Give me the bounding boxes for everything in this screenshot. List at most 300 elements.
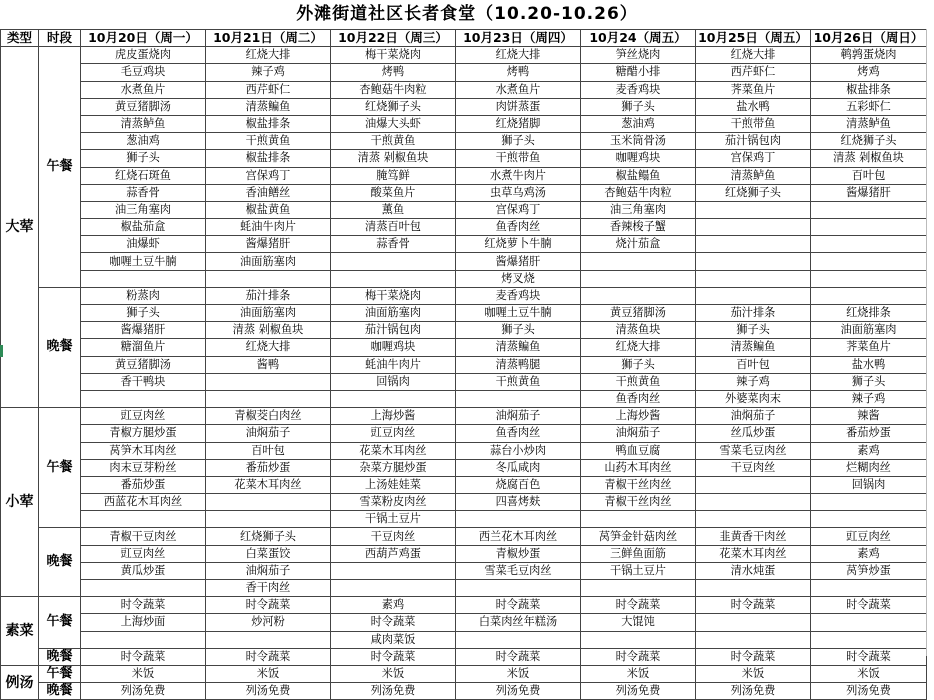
dish-cell bbox=[331, 390, 456, 407]
dish-cell: 杂菜方腿炒蛋 bbox=[331, 459, 456, 476]
dish-cell: 油焖茄子 bbox=[456, 408, 581, 425]
menu-row bbox=[1, 631, 927, 648]
dish-cell: 椒盐茄盒 bbox=[81, 219, 206, 236]
menu-row bbox=[1, 81, 927, 98]
dish-cell: 酱鸭 bbox=[206, 356, 331, 373]
dish-cell: 杏鲍菇牛肉粒 bbox=[331, 81, 456, 98]
dish-cell: 红烧猪脚 bbox=[456, 115, 581, 132]
dish-cell: 素鸡 bbox=[811, 442, 927, 459]
dish-cell bbox=[581, 287, 696, 304]
dish-cell: 番茄炒蛋 bbox=[206, 459, 331, 476]
dish-cell bbox=[696, 236, 811, 253]
dish-cell: 米饭 bbox=[696, 665, 811, 682]
menu-row bbox=[1, 201, 927, 218]
dish-cell: 腌笃鲜 bbox=[331, 167, 456, 184]
dish-cell: 豇豆肉丝 bbox=[811, 528, 927, 545]
dish-cell: 荠菜鱼片 bbox=[811, 339, 927, 356]
column-gridline bbox=[926, 29, 934, 656]
dish-cell: 酸菜鱼片 bbox=[331, 184, 456, 201]
dish-cell: 肉末豆芽粉丝 bbox=[81, 459, 206, 476]
dish-cell: 狮子头 bbox=[456, 322, 581, 339]
dish-cell bbox=[81, 631, 206, 648]
dish-cell: 狮子头 bbox=[581, 98, 696, 115]
dish-cell: 水煮鱼片 bbox=[456, 81, 581, 98]
dish-cell: 蒜香骨 bbox=[331, 236, 456, 253]
dish-cell: 葱油鸡 bbox=[81, 133, 206, 150]
dish-cell: 时令蔬菜 bbox=[456, 597, 581, 614]
dish-cell: 花菜木耳肉丝 bbox=[206, 476, 331, 493]
dish-cell: 干煎黄鱼 bbox=[456, 373, 581, 390]
meal-period-cell: 午餐 bbox=[39, 408, 81, 528]
dish-cell: 上海炒酱 bbox=[581, 408, 696, 425]
dish-cell: 时令蔬菜 bbox=[456, 648, 581, 665]
dish-cell: 大馄饨 bbox=[581, 614, 696, 631]
meal-period-cell: 晚餐 bbox=[39, 648, 81, 665]
dish-cell: 薰鱼 bbox=[331, 201, 456, 218]
dish-cell: 狮子头 bbox=[81, 150, 206, 167]
dish-cell bbox=[81, 580, 206, 597]
dish-cell: 油面筋塞肉 bbox=[811, 322, 927, 339]
dish-cell: 素鸡 bbox=[811, 545, 927, 562]
menu-row bbox=[1, 408, 927, 425]
dish-cell: 红烧大排 bbox=[581, 339, 696, 356]
dish-cell: 黄豆猪脚汤 bbox=[581, 305, 696, 322]
dish-cell bbox=[811, 253, 927, 270]
meal-period-cell: 晚餐 bbox=[39, 287, 81, 407]
dish-cell bbox=[581, 580, 696, 597]
dish-cell: 山药木耳肉丝 bbox=[581, 459, 696, 476]
dish-cell: 韭黄香干肉丝 bbox=[696, 528, 811, 545]
dish-cell: 酱爆猪肝 bbox=[456, 253, 581, 270]
dish-cell: 干煎黄鱼 bbox=[206, 133, 331, 150]
dish-cell: 红烧石斑鱼 bbox=[81, 167, 206, 184]
dish-cell: 黄瓜炒蛋 bbox=[81, 562, 206, 579]
dish-cell bbox=[81, 270, 206, 287]
dish-cell bbox=[811, 580, 927, 597]
dish-cell bbox=[331, 580, 456, 597]
dish-cell: 干锅土豆片 bbox=[581, 562, 696, 579]
dish-cell: 回锅肉 bbox=[331, 373, 456, 390]
dish-cell: 香油鳝丝 bbox=[206, 184, 331, 201]
dish-cell: 列汤免费 bbox=[581, 683, 696, 700]
dish-cell: 水煮牛肉片 bbox=[456, 167, 581, 184]
dish-cell: 梅干菜烧肉 bbox=[331, 47, 456, 64]
row-marker bbox=[0, 345, 3, 357]
dish-cell: 油面筋塞肉 bbox=[206, 305, 331, 322]
menu-row bbox=[1, 390, 927, 407]
dish-cell: 香干肉丝 bbox=[206, 580, 331, 597]
dish-cell: 清蒸鳊鱼 bbox=[206, 98, 331, 115]
dish-cell: 时令蔬菜 bbox=[331, 614, 456, 631]
dish-cell: 糖醋小排 bbox=[581, 64, 696, 81]
dish-cell: 咖喱土豆牛腩 bbox=[81, 253, 206, 270]
menu-row bbox=[1, 356, 927, 373]
dish-cell: 列汤免费 bbox=[811, 683, 927, 700]
dish-cell: 茄汁锅包肉 bbox=[331, 322, 456, 339]
dish-cell: 玉米筒骨汤 bbox=[581, 133, 696, 150]
dish-cell bbox=[811, 614, 927, 631]
dish-cell: 蚝油牛肉片 bbox=[206, 219, 331, 236]
dish-cell: 油面筋塞肉 bbox=[331, 305, 456, 322]
dish-cell: 鱼香肉丝 bbox=[456, 425, 581, 442]
dish-cell bbox=[696, 614, 811, 631]
dish-cell: 烤鸭 bbox=[456, 64, 581, 81]
dish-cell bbox=[696, 631, 811, 648]
dish-cell: 番茄炒蛋 bbox=[81, 476, 206, 493]
dish-cell: 红烧萝卜牛腩 bbox=[456, 236, 581, 253]
dish-cell: 米饭 bbox=[456, 665, 581, 682]
dish-cell: 干煎带鱼 bbox=[456, 150, 581, 167]
dish-cell: 时令蔬菜 bbox=[581, 648, 696, 665]
dish-cell: 水煮鱼片 bbox=[81, 81, 206, 98]
dish-cell: 咸肉菜饭 bbox=[331, 631, 456, 648]
dish-cell: 白菜肉丝年糕汤 bbox=[456, 614, 581, 631]
header-cell-day-2: 10月21日（周二） bbox=[206, 30, 331, 47]
dish-cell: 上汤娃娃菜 bbox=[331, 476, 456, 493]
dish-cell: 炒河粉 bbox=[206, 614, 331, 631]
dish-cell: 油焖茄子 bbox=[206, 562, 331, 579]
dish-cell: 油爆虾 bbox=[81, 236, 206, 253]
dish-cell bbox=[331, 270, 456, 287]
menu-row bbox=[1, 528, 927, 545]
dish-cell: 清蒸鲈鱼 bbox=[81, 115, 206, 132]
dish-cell: 上海炒面 bbox=[81, 614, 206, 631]
dish-cell: 红烧排条 bbox=[811, 305, 927, 322]
dish-cell: 酱爆猪肝 bbox=[811, 184, 927, 201]
dish-cell bbox=[456, 580, 581, 597]
dish-cell: 烤叉烧 bbox=[456, 270, 581, 287]
menu-row bbox=[1, 562, 927, 579]
dish-cell: 红烧大排 bbox=[456, 47, 581, 64]
dish-cell bbox=[696, 219, 811, 236]
dish-cell: 时令蔬菜 bbox=[81, 648, 206, 665]
header-cell-day-3: 10月22日（周三） bbox=[331, 30, 456, 47]
dish-cell: 干煎黄鱼 bbox=[331, 133, 456, 150]
dish-cell: 列汤免费 bbox=[206, 683, 331, 700]
dish-cell: 西蓝花木耳肉丝 bbox=[81, 494, 206, 511]
dish-cell: 干豆肉丝 bbox=[331, 528, 456, 545]
dish-cell: 狮子头 bbox=[811, 373, 927, 390]
dish-cell: 辣子鸡 bbox=[206, 64, 331, 81]
dish-cell: 百叶包 bbox=[206, 442, 331, 459]
header-cell-day-1: 10月20日（周一） bbox=[81, 30, 206, 47]
dish-cell: 米饭 bbox=[331, 665, 456, 682]
menu-row bbox=[1, 98, 927, 115]
dish-cell: 椒盐排条 bbox=[811, 81, 927, 98]
menu-row bbox=[1, 305, 927, 322]
dish-cell: 油爆大头虾 bbox=[331, 115, 456, 132]
menu-row bbox=[1, 184, 927, 201]
dish-cell: 宫保鸡丁 bbox=[206, 167, 331, 184]
header-cell-day-6: 10月25日（周五） bbox=[696, 30, 811, 47]
dish-cell bbox=[811, 287, 927, 304]
dish-cell: 辣子鸡 bbox=[696, 373, 811, 390]
menu-row bbox=[1, 219, 927, 236]
dish-cell: 茄汁锅包肉 bbox=[696, 133, 811, 150]
dish-cell: 粉蒸肉 bbox=[81, 287, 206, 304]
dish-cell: 烧腐百色 bbox=[456, 476, 581, 493]
dish-cell: 番茄炒蛋 bbox=[811, 425, 927, 442]
dish-cell: 清蒸鳊鱼 bbox=[696, 339, 811, 356]
dish-cell: 干锅土豆片 bbox=[331, 511, 456, 528]
dish-cell: 黄豆猪脚汤 bbox=[81, 98, 206, 115]
dish-cell: 干豆肉丝 bbox=[696, 459, 811, 476]
dish-cell: 豇豆肉丝 bbox=[331, 425, 456, 442]
dish-cell bbox=[206, 390, 331, 407]
dish-cell: 莴笋炒蛋 bbox=[811, 562, 927, 579]
dish-cell: 酱爆猪肝 bbox=[81, 322, 206, 339]
menu-row bbox=[1, 442, 927, 459]
dish-cell: 红烧狮子头 bbox=[811, 133, 927, 150]
dish-cell: 青椒干丝肉丝 bbox=[581, 476, 696, 493]
dish-cell: 列汤免费 bbox=[331, 683, 456, 700]
menu-row bbox=[1, 115, 927, 132]
menu-row bbox=[1, 373, 927, 390]
dish-cell: 时令蔬菜 bbox=[811, 648, 927, 665]
dish-cell: 清蒸鱼块 bbox=[581, 322, 696, 339]
dish-cell: 四喜烤麸 bbox=[456, 494, 581, 511]
dish-cell bbox=[581, 253, 696, 270]
dish-cell bbox=[811, 201, 927, 218]
dish-cell: 清蒸鲈鱼 bbox=[696, 167, 811, 184]
dish-cell: 红烧大排 bbox=[206, 47, 331, 64]
dish-cell: 葱油鸡 bbox=[581, 115, 696, 132]
dish-cell: 清蒸鸭腿 bbox=[456, 356, 581, 373]
menu-row bbox=[1, 545, 927, 562]
dish-cell bbox=[811, 270, 927, 287]
dish-cell: 麦香鸡块 bbox=[581, 81, 696, 98]
dish-cell: 米饭 bbox=[81, 665, 206, 682]
menu-row bbox=[1, 64, 927, 81]
menu-row bbox=[1, 683, 927, 700]
dish-cell: 回锅肉 bbox=[811, 476, 927, 493]
dish-cell bbox=[696, 201, 811, 218]
dish-cell: 青椒茭白肉丝 bbox=[206, 408, 331, 425]
dish-cell: 时令蔬菜 bbox=[81, 597, 206, 614]
meal-period-cell: 晚餐 bbox=[39, 683, 81, 700]
dish-cell bbox=[811, 236, 927, 253]
dish-cell: 丝瓜炒蛋 bbox=[696, 425, 811, 442]
category-cell: 大荤 bbox=[1, 47, 39, 408]
menu-row bbox=[1, 236, 927, 253]
dish-cell: 狮子头 bbox=[581, 356, 696, 373]
dish-cell: 列汤免费 bbox=[456, 683, 581, 700]
dish-cell bbox=[456, 390, 581, 407]
dish-cell bbox=[331, 562, 456, 579]
dish-cell: 宫保鸡丁 bbox=[696, 150, 811, 167]
dish-cell bbox=[696, 253, 811, 270]
dish-cell: 烂糊肉丝 bbox=[811, 459, 927, 476]
dish-cell bbox=[581, 511, 696, 528]
dish-cell: 椒盐排条 bbox=[206, 115, 331, 132]
dish-cell: 干煎带鱼 bbox=[696, 115, 811, 132]
dish-cell: 列汤免费 bbox=[696, 683, 811, 700]
dish-cell: 红烧狮子头 bbox=[696, 184, 811, 201]
dish-cell: 清蒸鲈鱼 bbox=[811, 115, 927, 132]
dish-cell bbox=[696, 494, 811, 511]
dish-cell: 花菜木耳肉丝 bbox=[331, 442, 456, 459]
dish-cell: 米饭 bbox=[581, 665, 696, 682]
dish-cell: 油三角塞肉 bbox=[581, 201, 696, 218]
dish-cell bbox=[206, 494, 331, 511]
menu-row bbox=[1, 253, 927, 270]
dish-cell: 青椒干丝肉丝 bbox=[581, 494, 696, 511]
dish-cell bbox=[206, 270, 331, 287]
meal-period-cell: 午餐 bbox=[39, 597, 81, 649]
dish-cell bbox=[456, 631, 581, 648]
dish-cell: 茄汁排条 bbox=[206, 287, 331, 304]
dish-cell: 茄汁排条 bbox=[696, 305, 811, 322]
dish-cell: 雪菜毛豆肉丝 bbox=[456, 562, 581, 579]
dish-cell: 咖喱鸡块 bbox=[581, 150, 696, 167]
menu-row bbox=[1, 494, 927, 511]
dish-cell: 清蒸 剁椒鱼块 bbox=[206, 322, 331, 339]
dish-cell: 百叶包 bbox=[811, 167, 927, 184]
dish-cell bbox=[696, 580, 811, 597]
meal-period-cell: 午餐 bbox=[39, 665, 81, 682]
dish-cell: 咖喱鸡块 bbox=[331, 339, 456, 356]
dish-cell: 蒜香骨 bbox=[81, 184, 206, 201]
menu-row bbox=[1, 476, 927, 493]
dish-cell: 时令蔬菜 bbox=[696, 648, 811, 665]
header-row bbox=[1, 30, 927, 47]
dish-cell: 盐水鸭 bbox=[696, 98, 811, 115]
dish-cell: 五彩虾仁 bbox=[811, 98, 927, 115]
dish-cell: 狮子头 bbox=[456, 133, 581, 150]
dish-cell: 椒盐排条 bbox=[206, 150, 331, 167]
dish-cell: 油焖茄子 bbox=[696, 408, 811, 425]
menu-row bbox=[1, 597, 927, 614]
dish-cell: 油三角塞肉 bbox=[81, 201, 206, 218]
dish-cell: 时令蔬菜 bbox=[696, 597, 811, 614]
dish-cell: 雪菜毛豆肉丝 bbox=[696, 442, 811, 459]
menu-row bbox=[1, 150, 927, 167]
dish-cell: 毛豆鸡块 bbox=[81, 64, 206, 81]
menu-row bbox=[1, 648, 927, 665]
dish-cell: 烤鸡 bbox=[811, 64, 927, 81]
dish-cell bbox=[696, 476, 811, 493]
dish-cell: 西葫芦鸡蛋 bbox=[331, 545, 456, 562]
dish-cell: 莴笋木耳肉丝 bbox=[81, 442, 206, 459]
dish-cell: 糖溜鱼片 bbox=[81, 339, 206, 356]
dish-cell: 笋丝烧肉 bbox=[581, 47, 696, 64]
dish-cell: 咖喱土豆牛腩 bbox=[456, 305, 581, 322]
dish-cell: 蒜台小炒肉 bbox=[456, 442, 581, 459]
dish-cell bbox=[811, 494, 927, 511]
dish-cell bbox=[81, 390, 206, 407]
dish-cell: 青椒炒蛋 bbox=[456, 545, 581, 562]
dish-cell: 米饭 bbox=[206, 665, 331, 682]
menu-row bbox=[1, 665, 927, 682]
dish-cell bbox=[206, 373, 331, 390]
header-cell-type: 类型 bbox=[1, 30, 39, 47]
dish-cell: 百叶包 bbox=[696, 356, 811, 373]
dish-cell: 鱼香肉丝 bbox=[581, 390, 696, 407]
dish-cell: 清水炖蛋 bbox=[696, 562, 811, 579]
dish-cell bbox=[811, 631, 927, 648]
menu-row bbox=[1, 614, 927, 631]
dish-cell: 青椒干豆肉丝 bbox=[81, 528, 206, 545]
dish-cell: 时令蔬菜 bbox=[811, 597, 927, 614]
dish-cell: 时令蔬菜 bbox=[331, 648, 456, 665]
menu-row bbox=[1, 287, 927, 304]
dish-cell: 清蒸百叶包 bbox=[331, 219, 456, 236]
meal-period-cell: 午餐 bbox=[39, 47, 81, 288]
header-cell-day-7: 10月26日（周日） bbox=[811, 30, 927, 47]
dish-cell: 雪菜粉皮肉丝 bbox=[331, 494, 456, 511]
dish-cell: 列汤免费 bbox=[81, 683, 206, 700]
dish-cell: 红烧狮子头 bbox=[206, 528, 331, 545]
dish-cell: 狮子头 bbox=[81, 305, 206, 322]
menu-row bbox=[1, 339, 927, 356]
dish-cell: 上海炒酱 bbox=[331, 408, 456, 425]
menu-row bbox=[1, 47, 927, 64]
dish-cell: 白菜蛋饺 bbox=[206, 545, 331, 562]
dish-cell: 青椒方腿炒蛋 bbox=[81, 425, 206, 442]
dish-cell: 红烧大排 bbox=[696, 47, 811, 64]
header-cell-day-5: 10月24（周五） bbox=[581, 30, 696, 47]
dish-cell: 宫保鸡丁 bbox=[456, 201, 581, 218]
dish-cell: 烧汁茄盒 bbox=[581, 236, 696, 253]
dish-cell: 烤鸭 bbox=[331, 64, 456, 81]
dish-cell: 荠菜鱼片 bbox=[696, 81, 811, 98]
category-cell: 例汤 bbox=[1, 665, 39, 699]
dish-cell: 清蒸鳊鱼 bbox=[456, 339, 581, 356]
dish-cell: 油面筋塞肉 bbox=[206, 253, 331, 270]
dish-cell bbox=[331, 253, 456, 270]
dish-cell: 狮子头 bbox=[696, 322, 811, 339]
header-cell-day-4: 10月23日（周四） bbox=[456, 30, 581, 47]
menu-row bbox=[1, 425, 927, 442]
dish-cell: 西芹虾仁 bbox=[206, 81, 331, 98]
dish-cell: 椒盐黄鱼 bbox=[206, 201, 331, 218]
dish-cell: 时令蔬菜 bbox=[206, 597, 331, 614]
dish-cell: 油焖茄子 bbox=[206, 425, 331, 442]
dish-cell: 清蒸 剁椒鱼块 bbox=[811, 150, 927, 167]
dish-cell bbox=[811, 219, 927, 236]
menu-row bbox=[1, 580, 927, 597]
dish-cell: 鸭血豆腐 bbox=[581, 442, 696, 459]
category-cell: 小荤 bbox=[1, 408, 39, 597]
menu-row bbox=[1, 167, 927, 184]
menu-row bbox=[1, 270, 927, 287]
dish-cell: 盐水鸭 bbox=[811, 356, 927, 373]
dish-cell: 西兰花木耳肉丝 bbox=[456, 528, 581, 545]
dish-cell bbox=[696, 511, 811, 528]
menu-table bbox=[0, 29, 927, 700]
dish-cell: 虫草乌鸡汤 bbox=[456, 184, 581, 201]
dish-cell bbox=[811, 511, 927, 528]
dish-cell: 清蒸 剁椒鱼块 bbox=[331, 150, 456, 167]
dish-cell: 干煎黄鱼 bbox=[581, 373, 696, 390]
dish-cell: 外婆菜肉末 bbox=[696, 390, 811, 407]
dish-cell: 冬瓜咸肉 bbox=[456, 459, 581, 476]
dish-cell: 时令蔬菜 bbox=[206, 648, 331, 665]
dish-cell: 红烧大排 bbox=[206, 339, 331, 356]
dish-cell: 鱼香肉丝 bbox=[456, 219, 581, 236]
dish-cell: 时令蔬菜 bbox=[581, 597, 696, 614]
dish-cell: 花菜木耳肉丝 bbox=[696, 545, 811, 562]
dish-cell: 莴笋金针菇肉丝 bbox=[581, 528, 696, 545]
page-title: 外滩街道社区长者食堂（10.20-10.26） bbox=[296, 4, 638, 24]
dish-cell: 椒盐鳎鱼 bbox=[581, 167, 696, 184]
dish-cell: 肉饼蒸蛋 bbox=[456, 98, 581, 115]
dish-cell: 香干鸭块 bbox=[81, 373, 206, 390]
dish-cell: 酱爆猪肝 bbox=[206, 236, 331, 253]
dish-cell: 油焖茄子 bbox=[581, 425, 696, 442]
dish-cell: 蚝油牛肉片 bbox=[331, 356, 456, 373]
header-cell-period: 时段 bbox=[39, 30, 81, 47]
